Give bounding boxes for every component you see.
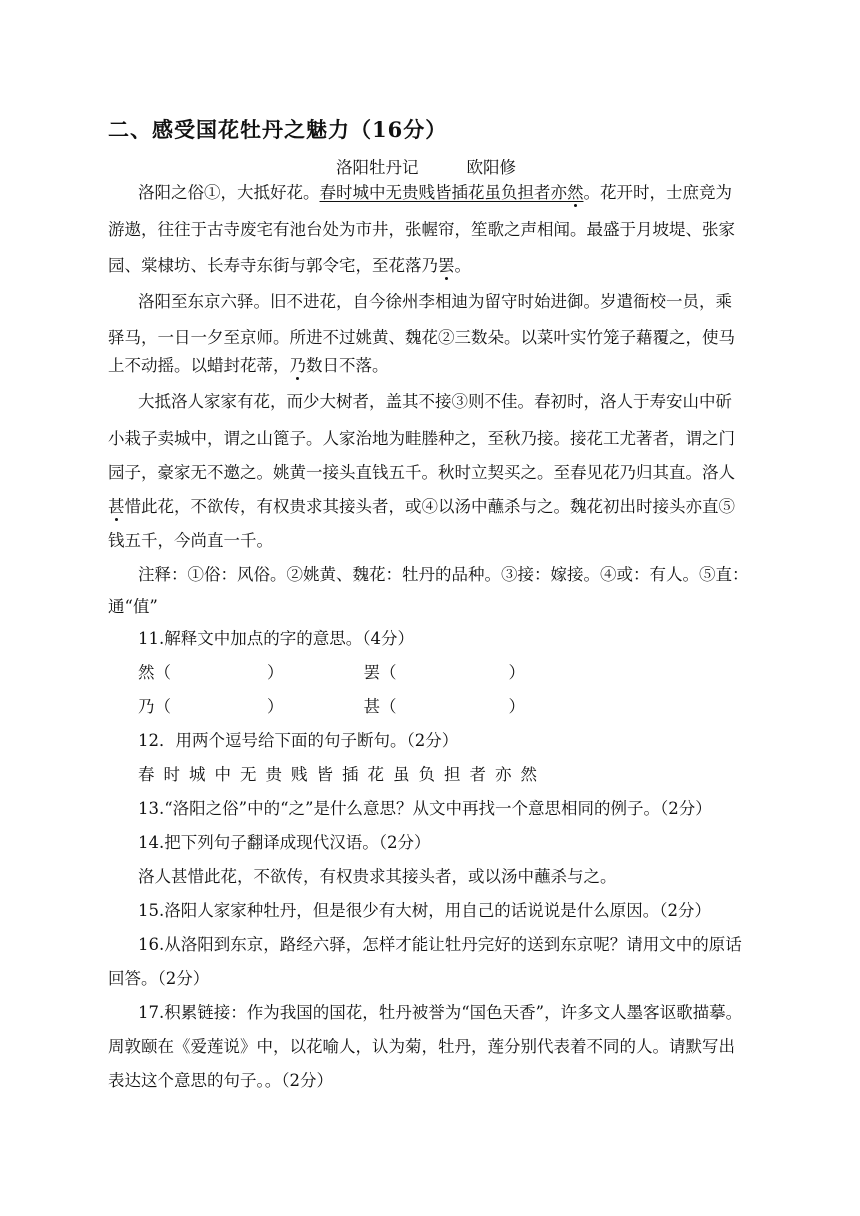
q11-word-nai: 乃（ (138, 697, 171, 716)
passage-p2-line3 (108, 355, 798, 377)
q14-sentence: 洛人甚惜此花，不欲传，有权贵求其接头者，或以汤中蘸杀与之。 (138, 867, 617, 886)
dotted-char-ba: 罢 (438, 256, 455, 275)
q11-close-1: ） (267, 663, 284, 682)
p1-underlined: 春时城中无贵贱皆插花虽负担者亦 (319, 183, 567, 202)
p2-line3-b: 数日不落。 (306, 356, 389, 375)
passage-p3-line1: 大抵洛人家家有花，而少大树者，盖其不接③则不佳。春初时，洛人于寿安山中斫 (138, 392, 732, 411)
q11-close-3: ） (267, 697, 284, 716)
q12-prompt: 12．用两个逗号给下面的句子断句。（2分） (138, 731, 459, 750)
underlined-sentence (320, 183, 584, 202)
passage-p3-line2: 小栽子卖城中，谓之山篦子。人家治地为畦塍种之，至秋乃接。接花工尤著者，谓之门 (108, 429, 735, 448)
text-author: 欧阳修 (466, 158, 516, 177)
p1-line3-b: 。 (454, 256, 471, 275)
q11-close-2: ） (508, 663, 525, 682)
q11-row1 (138, 662, 798, 684)
dotted-char-ran: 然 (567, 183, 584, 202)
q11-row2 (138, 696, 798, 718)
dotted-char-shen: 甚 (108, 497, 125, 516)
q12-sentence: 春时城中无贵贱皆插花虽负担者亦然 (138, 765, 546, 784)
text-title-line (336, 154, 516, 178)
q17-line2: 周敦颐在《爱莲说》中，以花喻人，认为菊，牡丹，莲分别代表着不同的人。请默写出 (108, 1037, 735, 1056)
notes-line1: 注释：①俗：风俗。②姚黄、魏花：牡丹的品种。③接：嫁接。④或：有人。⑤直： (138, 565, 749, 584)
q11-word-shen: 甚（ (363, 697, 397, 716)
q16-line1: 16.从洛阳到东京，路经六驿，怎样才能让牡丹完好的送到东京呢？请用文中的原话 (138, 935, 742, 954)
p1-text-a: 洛阳之俗①，大抵好花。 (138, 183, 320, 202)
p2-line3-a: 上不动摇。以蜡封花蒂， (108, 356, 290, 375)
q13-prompt: 13.“洛阳之俗”中的“之”是什么意思？从文中再找一个意思相同的例子。（2分） (138, 799, 712, 818)
passage-p3-line4 (108, 496, 798, 518)
q16-line2: 回答。（2分） (108, 969, 210, 988)
passage-p1-line3 (108, 255, 798, 277)
p1-text-b: 。花开时，士庶竞为 (583, 183, 732, 202)
q17-line3: 表达这个意思的句子。。（2分） (108, 1071, 333, 1090)
dotted-char-nai: 乃 (289, 356, 306, 375)
passage-p1-line1 (138, 182, 798, 204)
text-title: 洛阳牡丹记 (336, 158, 419, 177)
q14-prompt: 14.把下列句子翻译成现代汉语。（2分） (138, 833, 431, 852)
q15-prompt: 15.洛阳人家家种牡丹，但是很少有大树，用自己的话说说是什么原因。（2分） (138, 901, 711, 920)
passage-p3-line3: 园子，豪家无不邀之。姚黄一接头直钱五千。秋时立契买之。至春见花乃归其直。洛人 (108, 463, 735, 482)
passage-p2-line1: 洛阳至东京六驿。旧不进花，自今徐州李相迪为留守时始进御。岁遣衙校一员，乘 (138, 292, 732, 311)
passage-p3-line5: 钱五千，今尚直一千。 (108, 531, 273, 550)
q11-prompt: 11.解释文中加点的字的意思。（4分） (138, 629, 414, 648)
section-title: 二、感受国花牡丹之魅力（16分） (108, 117, 448, 142)
notes-line2: 通“值” (108, 597, 158, 616)
q11-word-ba: 罢（ (363, 663, 397, 682)
p3-line4-text: 惜此花，不欲传，有权贵求其接头者，或④以汤中蘸杀与之。魏花初出时接头亦直⑤ (124, 497, 735, 516)
q11-close-4: ） (508, 697, 525, 716)
q17-line1: 17.积累链接：作为我国的国花，牡丹被誉为“国色天香”，许多文人墨客讴歌描摹。 (138, 1003, 743, 1022)
q11-word-ran: 然（ (138, 663, 171, 682)
p1-line3-a: 园、棠棣坊、长寿寺东街与郭令宅，至花落乃 (108, 256, 438, 275)
passage-p2-line2: 驿马，一日一夕至京师。所进不过姚黄、魏花②三数朵。以菜叶实竹笼子藉覆之，使马 (108, 328, 735, 347)
passage-p1-line2: 游遨，往往于古寺废宅有池台处为市井，张幄帘，笙歌之声相闻。最盛于月坡堤、张家 (108, 220, 735, 239)
